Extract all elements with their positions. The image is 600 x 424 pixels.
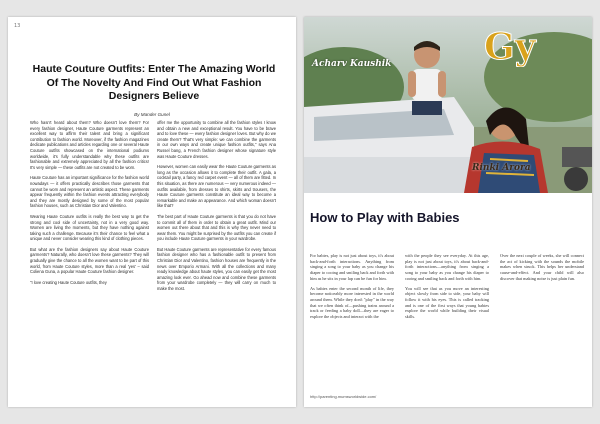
mother-child-photo (304, 17, 592, 193)
text-column-3 (500, 253, 584, 286)
paragraph: offer me the opportunity to combine all the fashion styles I know and obtain a new and exceptional result. You have to be brave and to love these — every fashion designer loves. But why do we create them? That's very simple: we can combine the garments in our own ways and create unique fashion outfits," says Ana Russel bang, a French fashion designer whose signature style was Haute Couture dresses. (157, 120, 276, 159)
paragraph: But what are the fashion designers say about Haute Couture garments? Naturally, who doesn't love these garments? They will gradually give the chance to all the women want to be part of this world, from Haute Couture styles, more than a real 'yes' – said Coliena Guna, a popular Haute Couture fashion designer. (30, 246, 149, 275)
source-link[interactable]: http://parenting.mumsworldwide.com/ (310, 394, 377, 399)
paragraph: Wearing Haute Couture outfits is really the best way to get the strong and cool side of uncertainty, not in a very good way. Women are living the moments, but they have nothing against taking such a challenge. Because it's their chance to feel what a unique and never consider wearing this kind of clothing pieces. (30, 213, 149, 242)
svg-text:Gy: Gy (484, 26, 536, 67)
paragraph: with the people they see everyday. At this age, play is not just about toys, it's about back-and-forth interactions—anything from singing a song to your baby as you change his diaper to cooing and smiling back and forth with him. (405, 253, 489, 281)
paragraph: You will see that as you move an interesting object slowly from side to side, your baby will follow it with his eyes. This is called tracking and is one of the first ways that young babies explore the world while building their visual skills. (405, 285, 489, 320)
paragraph: But Haute Couture garments are representative for every famous fashion designer who has a fashionable outfit to present from Christian Dior and Valentino, fashion houses are frequently in the news over Emporio Armani. With all the collections and many ready knowledge about haute styles, you can easily get the most amazing look ever. Go ahead now and combine these garments from your wardrobe completely — they will carry on much to make the most. (157, 246, 276, 292)
paragraph: Who hasn't heard about them? Who doesn't love them? For every fashion designer, Haute Couture garments represent an excellent way to affirm their talent and bring a significant contribution to fashion world. Moreover, if the fashion magazines dedicate publications and articles regarding one or several Haute Couture outfits showcased on the international podiums worldwide, it's fully understandable why these outfits are fashionable and extremely appreciated by all the fashion critics! It's very simple — these outfits are not created to be worn. (30, 120, 149, 170)
right-page (304, 17, 592, 407)
paragraph: Over the next couple of weeks, she will connect the act of kicking with the sounds the mobile makes when struck. This helps her understand cause-and-effect. And your child will also discover that making noise is just plain fun. (500, 253, 584, 281)
text-column-2 (405, 253, 489, 324)
caption-child-name: Acharv Kaushik (312, 59, 392, 69)
left-page (8, 17, 296, 407)
paragraph: As babies enter the second month of life, they become noticeably more interested in the world around them. While they don't "play" in the way that we often think of—pushing trains around a track or feeding a baby doll—they are eager to explore the objects and interact with the (310, 285, 394, 320)
photo-illustration (304, 17, 592, 193)
author-byline: By Mander Gunel (134, 112, 170, 117)
paragraph: The best part of Haute Couture garments is that you do not have to commit all of them in order to obtain a great outfit. Mind our women out there about that and this is why they never need to wear them. You might be surprised by the outfits you can create if you include Haute Couture garments in your wardrobe. (157, 213, 276, 242)
paragraph: Haute Couture has an important significance for the fashion world nowadays — it offers practically describes those garments that cannot be worn and represent an artistic aspect. These garments appear frequently within the fashion events attracting everybody and they are mostly designed by some of the most popular fashion houses, such as Christian Dior and Valentino. (30, 175, 149, 209)
text-column-1 (310, 253, 394, 324)
article-title: Haute Couture Outfits: Enter The Amazing World Of The Novelty And Find Out What Fashion Designers Believe (32, 63, 276, 102)
paragraph: "I love creating Haute Couture outfits, they (30, 279, 107, 285)
caption-mother-name: Rinki Arora (472, 163, 531, 173)
paragraph: However, women can easily wear the Haute Couture garments as long as the occasion allows it to complete their outfit. A gala, a cocktail party, a fancy red carpet event — all of them are fitted. In this situation, as there are numerous — very numerous indeed — outfits available, from dresses to shirts, skirts and trousers, the Haute Couture garments constitute an ideal way to become a remarkable and make an appearance. And which woman doesn't like that? (157, 164, 277, 209)
page-number: 13 (14, 23, 21, 29)
text-column-1 (30, 120, 149, 290)
magazine-logo (480, 25, 544, 67)
text-column-2 (157, 120, 276, 297)
paragraph: For babies, play is not just about toys, it's about back-and-forth interactions. Anything from singing a song to your baby as you change his diaper to cooing and smiling back and forth with him as he sits in your lap can be fun for him. (310, 253, 394, 281)
section-title: How to Play with Babies (310, 210, 460, 225)
